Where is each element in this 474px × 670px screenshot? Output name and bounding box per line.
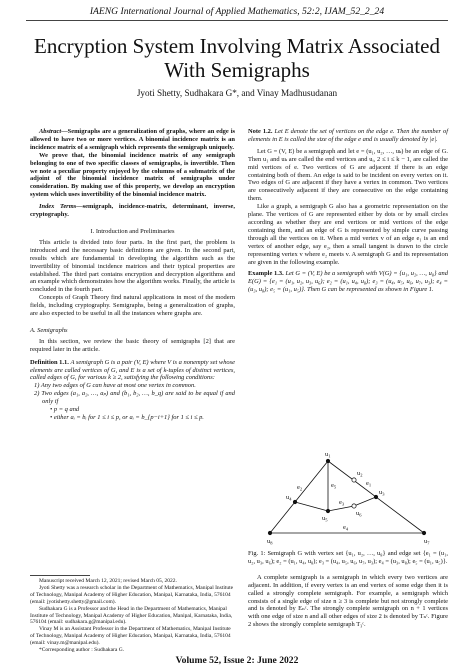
vertex-dot-u4	[293, 500, 297, 504]
note-1-2	[248, 128, 448, 144]
vertex-label-u1: $u_1$	[325, 453, 331, 459]
intro-paragraph-1: This article is divided into four parts. In the first part, the problem is introduced and the necessary basic definitions are given. In the second part, results which are fundamental in developing the algorithm such as the invertibility of binomial incidence matrices and their typical properties are established. The third part contains encryption and decryption algorithms and an example which demonstrates how the algorithm works. Finally, the article is concluded in the fourth part.	[30, 238, 235, 294]
vertex-circle-u2	[352, 478, 356, 482]
example-1-3	[248, 270, 448, 294]
vertex-label-u7: $u_7$	[424, 538, 430, 545]
abstract-label: Abstract	[39, 128, 62, 135]
edge-label-e5: $e_5$	[331, 482, 337, 490]
vertex-label-u3: $u_3$	[379, 489, 385, 497]
footnote-received: Manuscript received March 12, 2021; revised March 05, 2022.	[39, 578, 177, 584]
example-1-3-text: Let G = (V, E) be a semigraph with V(G) = {u₁, u₂, …, u₈} and E(G) = {e₁ = (u₁, u₂, u₃, u₆); e₂ = (u₁, u₄, u₈); e₃ = (u₄, u₅, u₆, u₇, u₃); e₄ = (u₃, u₈); e₅ = (u₁, u₅)}. Then G can be represented as shown in Figure 1.	[248, 270, 448, 294]
right-paragraph-3: A complete semigraph is a semigraph in which every two vertices are adjacent. In addition, if every vertex is an end vertex of some edge then it is called a strongly complete semigraph. For example, a semigraph which consists of a single edge of size n ≥ 3 is complete but not strongly complete and is denoted by Eₙᶜ. The strongly complete semigraph on n + 1 vertices with one edge of size n and all other edges of size 2 is denoted by Tₙᶜ. Figure 2 shows the strongly complete semigraph T₃ᶜ.	[248, 573, 448, 629]
definition-bullet-1: • p = q and	[50, 406, 80, 414]
vertex-dot-u8	[268, 531, 272, 535]
vertex-label-u6: $u_6$	[356, 510, 362, 518]
volume-footer: Volume 52, Issue 2: June 2022	[175, 655, 299, 666]
paper-title	[20, 34, 454, 82]
author-list: Jyoti Shetty, Sudhakara G*, and Vinay Madhusudanan	[136, 88, 338, 98]
vertex-dot-u1	[326, 459, 330, 463]
definition-item-1: 1) Any two edges of G can have at most one vertex in common.	[34, 382, 196, 390]
edge-label-e1: $e_1$	[366, 480, 372, 488]
index-terms-label: Index Terms	[39, 203, 77, 211]
index-terms	[30, 203, 235, 219]
vertex-dot-u5	[326, 509, 330, 513]
intro-paragraph-2: Concepts of Graph Theory find natural applications in most of the modern fields, including cryptography. Semigraphs, being a generalization of graphs, are also expected to be useful in all the instances where graphs are.	[30, 294, 235, 318]
footnote-author-2: Sudhakara G is a Professor and the Head in the Department of Mathematics, Manipal Institute of Technology, Manipal Academy of Higher Education, Manipal, Karnataka, India, 576104 (email: sudhakara.g@manipal.edu).	[30, 605, 233, 626]
definition-1-1-label: Definition 1.1.	[30, 358, 69, 366]
edge-line-e2	[270, 461, 328, 533]
footnotes	[30, 578, 235, 654]
vertex-label-u8: $u_8$	[267, 538, 273, 545]
vertex-labels	[267, 453, 430, 545]
edge-label-e2: $e_2$	[297, 484, 303, 492]
abstract-text-1: —Semigraphs are a generalization of graphs, where an edge is allowed to have two or more vertices. A binomial incidence matrix is an incidence matrix of a semigraph which represents the semigraph uniquely.	[30, 128, 235, 151]
journal-header: IAENG International Journal of Applied Mathematics, 52:2, IJAM_52_2_24	[89, 6, 385, 17]
vertex-marks	[268, 459, 426, 535]
right-paragraph-1: Let G = (V, E) be a semigraph and let e = (u₁, u₂, …, uₖ) be an edge of G. Then u₁ and uₖ are called the end vertices and uᵢ, 2 ≤ i ≤ k − 1, are called the mid vertices of e. Two vertices of G are adjacent if there is an edge containing both of them. An edge is said to be incident on every vertex on it. Two edges of G are adjacent if they have a vertex in common. Two vertices are consecutively adjacent if they are consecutive on the edge containing them.	[248, 147, 448, 203]
edge-label-e3: $e_3$	[339, 499, 345, 507]
definition-item-2: 2) Two edges (a₁, a₂, …, aₚ) and (b₁, b₂, …, b_q) are said to be equal if and only if	[34, 390, 235, 406]
footnote-corresponding: *Corresponding author : Sudhakara G.	[39, 647, 125, 654]
semigraphs-paragraph-1: In this section, we review the basic theory of semigraphs [2] that are required later in the article.	[30, 337, 235, 353]
title-line-2: With Semigraphs	[164, 58, 310, 82]
vertex-label-u5: $u_5$	[322, 515, 328, 523]
example-1-3-label: Example 1.3.	[248, 270, 284, 278]
footnote-author-1: Jyoti Shetty was a research scholar in the Department of Mathematics, Manipal Institute of Technology, Manipal Academy of Higher Education, Manipal, Karnataka, India, 576104 (email: jyotishetty.shetty@gmail.com).	[30, 584, 234, 605]
abstract-paragraph-1	[30, 128, 235, 152]
definition-1-1-text: A semigraph G is a pair (V, E) where V is a nonempty set whose elements are called vertices of G, and E is a set of k-tuples of distinct vertices, called edges of G, for various k ≥ 2, satisfying the following conditions:	[30, 358, 235, 382]
vertex-label-u4: $u_4$	[286, 494, 292, 502]
left-column	[30, 128, 235, 422]
footnote-author-3: Vinay M is an Assistant Professor in the Department of Mathematics, Manipal Institute of Technology, Manipal Academy of Higher Education, Manipal, Karnataka, India, 576104 (email: vinay.m@manipal.edu).	[30, 626, 231, 647]
subsection-heading-semigraphs: A. Semigraphs	[30, 326, 68, 334]
definition-1-1	[30, 359, 235, 383]
title-line-1: Encryption System Involving Matrix Associated	[34, 34, 440, 58]
definition-bullet-2: • either aᵢ = bᵢ for 1 ≤ i ≤ p, or aᵢ = b_{p−i+1} for 1 ≤ i ≤ p.	[50, 414, 204, 421]
index-terms-text: —semigraph, incidence-matrix, determinant, inverse, cryptography.	[30, 203, 235, 219]
edge-label-e4: $e_4$	[343, 524, 349, 532]
figure-1-caption: Fig. 1: Semigraph G with vertex set {u₁, u₂, …, u₈} and edge set {e₁ = (u₁, u₂, u₃, u₆); e₂ = (u₁, u₄, u₈); e₃ = (u₄, u₅, u₆, u₇, u₃); e₄ = (u₃, u₈); e₅ = (u₁, u₅)}.	[248, 550, 448, 565]
right-column-top	[248, 128, 448, 294]
right-column-bottom	[248, 550, 448, 629]
header-rule	[26, 20, 448, 21]
vertex-label-u2: $u_2$	[357, 470, 363, 478]
vertex-dot-u3	[374, 495, 378, 499]
edge-line-e3	[295, 497, 376, 511]
right-paragraph-2: Like a graph, a semigraph G also has a geometric representation on the plane. The vertices of G are represented either by dots or by small circles according as whether they are end vertices or mid vertices of the edge containing them, and an edge of G is represented by simple curve passing through all the vertices on it. When a mid vertex v of an edge e₁ is an end vertex of another edge, say e₂, then a small tangent is drawn to the circle representing vertex v where e₂ meets v. A semigraph G and its representation are given in the following example.	[248, 203, 448, 266]
note-1-2-label: Note 1.2.	[248, 128, 273, 135]
section-heading-introduction: I. Introduction and Preliminaries	[90, 227, 175, 235]
footnote-rule	[30, 575, 90, 576]
vertex-dot-u7	[422, 531, 426, 535]
note-1-2-text: Let E denote the set of vertices on the edge e. Then the number of elements in E is called the size of the edge e and is usually denoted by |e|.	[248, 128, 449, 143]
abstract-paragraph-2: We prove that, the binomial incidence matrix of any semigraph belonging to one of two specific classes of semigraphs, is invertible. Then we note a peculiar property enjoyed by the columns of a submatrix of the adjoint of the binomial incidence matrix of semigraphs under consideration. By making use of this property, we develop an encryption system which uses invertibility of the binomial incidence matrix.	[30, 151, 235, 199]
semigraph-figure	[258, 453, 438, 545]
vertex-circle-u6	[352, 504, 356, 508]
